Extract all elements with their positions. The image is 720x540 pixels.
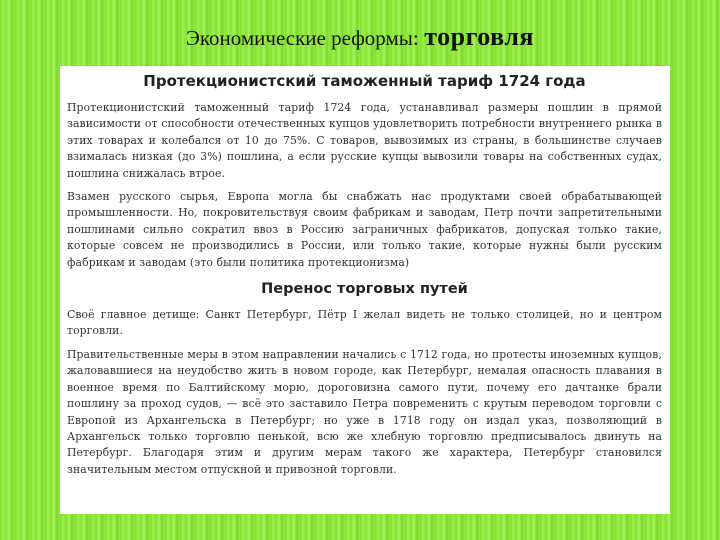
section-heading-tariff: Протекционистский таможенный тариф 1724 года (143, 72, 586, 90)
slide-title-main: Экономические реформы: (186, 26, 419, 50)
slide-title-topic: торговля (424, 22, 534, 51)
paragraph-st-petersburg: Своё главное детище: Санкт Петербург, Пётр I желал видеть не только столицей, но и центром торговли. (67, 308, 662, 338)
paragraph-government-measures: Правительственные меры в этом направлении начались с 1712 года, но протесты иноземных купцов, жаловавшиеся на неудобство жить в новом городе, как Петербург, немалая опасность плавания в военное время по Балтийскому морю, дороговизна самого пути, почему его дачтанке брали пошлину за проход судов, — всё это заставило Петра повременить с крутым переводом торговли с Европой из Архангельска в Петербург; но уже в 1718 году он издал указ, позволяющий в Архангельск только торговлю пенькой, всю же хлебную торговлю предписывалось двинуть на Петербург. Благодаря этим и другим мерам такого же характера, Петербург становился значительным местом отпускной и привозной торговли. (67, 347, 662, 476)
paragraph-tariff: Протекционистский таможенный тариф 1724 года, устанавливал размеры пошлин в прямой зависимости от способности отечественных купцов удовлетворить потребности внутреннего рынка в этих товарах и колебался от 10 до 75%. С товаров, вывозимых из страны, в большинстве случаев взималась низкая (до 3%) пошлина, а если русские купцы вывозили товары на собственных судах, пошлина снижалась втрое. (67, 101, 662, 180)
section-heading-trade-routes: Перенос торговых путей (261, 281, 468, 298)
document-panel (60, 66, 670, 514)
slide-title (0, 22, 720, 52)
paragraph-protectionism: Взамен русского сырья, Европа могла бы снабжать нас продуктами своей обрабатывающей промышленности. Но, покровительствуя своим фабрикам и заводам, Петр почти запретительными пошлинами сильно сократил ввоз в Россию заграничных фабрикатов, допуская только такие, которые совсем не производились в России, или только такие, которые нужны были русским фабрикам и заводам (это были политика протекционизма) (67, 190, 662, 269)
